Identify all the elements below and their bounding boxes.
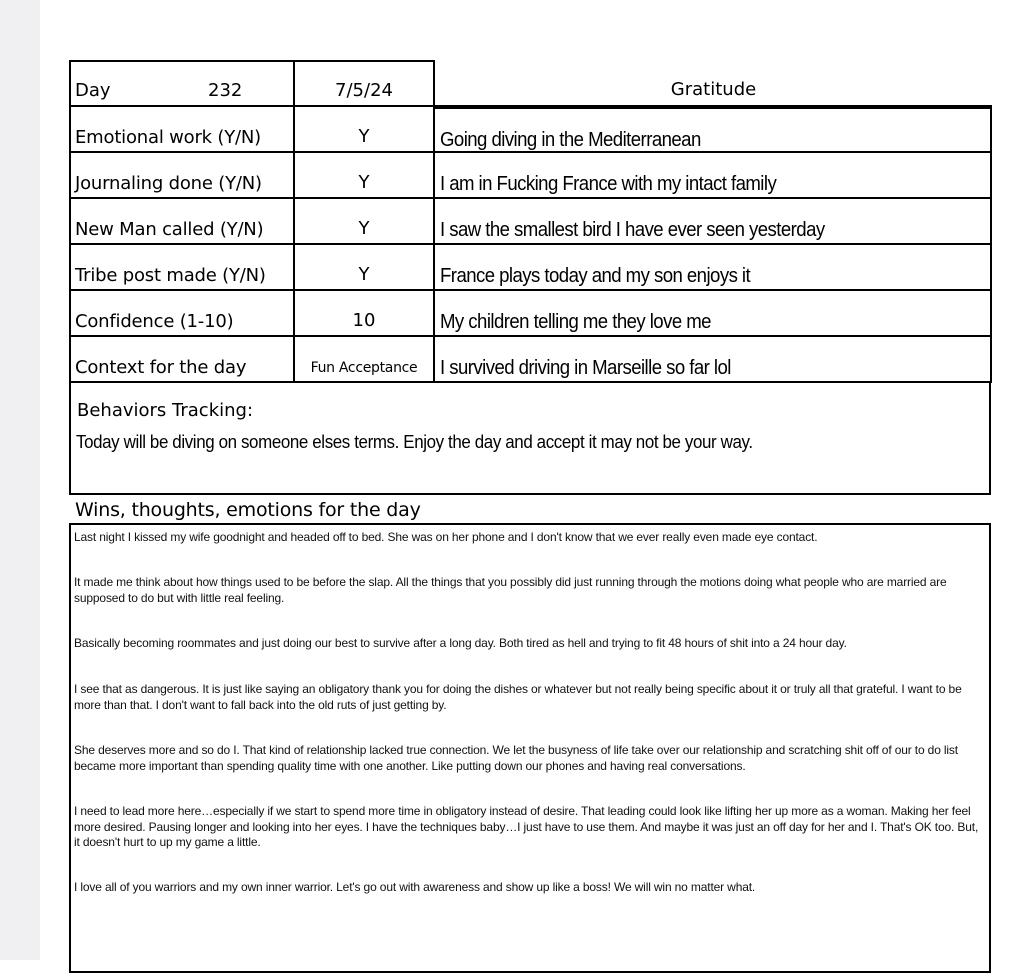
journal-paragraph: Last night I kissed my wife goodnight and headed off to bed. She was on her phone and I don't know that we ever really even made eye contact. [74, 530, 818, 544]
tracker-row-label [69, 107, 295, 153]
gratitude-item[interactable] [435, 199, 992, 245]
gratitude-header-cell [435, 60, 992, 107]
gratitude-item[interactable] [435, 245, 992, 291]
row-label-context: Context for the day [75, 357, 247, 378]
journal-paragraph: I need to lead more here…especially if we start to spend more time in obligatory instead of desire. That leading could look like lifting her up more as a woman. Making her feel more desired. Pausing longer and looking into her eyes. I have the techniques baby…I just have to use them. And maybe it was just an off day for her and I. That's OK too. But, it doesn't hurt to up my game a little. [74, 804, 979, 849]
date-cell [295, 60, 435, 107]
row-value-journaling: Y [358, 172, 370, 193]
gratitude-item[interactable] [435, 153, 992, 199]
journal-text-box[interactable] [69, 523, 991, 973]
left-gutter [0, 0, 40, 960]
journal-paragraph: I love all of you warriors and my own inner warrior. Let's go out with awareness and show up like a boss! We will win no matter what. [74, 880, 756, 894]
gratitude-text-1: Going diving in the Mediterranean [440, 129, 701, 151]
gratitude-text-3: I saw the smallest bird I have ever seen yesterday [440, 219, 825, 241]
gratitude-header: Gratitude [670, 79, 757, 100]
behaviors-tracking-box [69, 381, 991, 495]
row-value-confidence: 10 [352, 310, 376, 331]
tracker-row-label [69, 245, 295, 291]
gratitude-item[interactable] [435, 291, 992, 337]
tracker-row-value[interactable] [295, 337, 435, 383]
behaviors-text[interactable]: Today will be diving on someone elses terms. Enjoy the day and accept it may not be your way. [76, 432, 753, 452]
wins-heading: Wins, thoughts, emotions for the day [75, 499, 421, 521]
tracker-row-value[interactable] [295, 153, 435, 199]
row-label-journaling: Journaling done (Y/N) [75, 173, 262, 194]
gratitude-item[interactable] [435, 337, 992, 383]
journal-paragraph: I see that as dangerous. It is just like saying an obligatory thank you for doing the dishes or whatever but not really being specific about it or truly all that grateful. I want to be more than that. I don't want to fall back into the old ruts of just getting by. [74, 682, 962, 712]
journal-paragraph: It made me think about how things used to be before the slap. All the things that you possibly did just running through the motions doing what people who are married are supposed to do but with little real feeling. [74, 575, 947, 605]
day-header-cell [69, 60, 295, 107]
gratitude-text-2: I am in Fucking France with my intact family [440, 173, 777, 195]
gratitude-text-4: France plays today and my son enjoys it [440, 265, 751, 287]
tracker-row-label [69, 291, 295, 337]
gratitude-text-5: My children telling me they love me [440, 311, 711, 333]
row-label-new-man-called: New Man called (Y/N) [75, 219, 264, 240]
tracker-row-label [69, 337, 295, 383]
journal-paragraph: Basically becoming roommates and just doing our best to survive after a long day. Both tired as hell and trying to fit 48 hours of shit into a 24 hour day. [74, 636, 847, 650]
gratitude-item[interactable] [435, 107, 992, 153]
journal-paragraph: She deserves more and so do I. That kind of relationship lacked true connection. We let the busyness of life take over our relationship and scratching shit off of our to do list became more important than spending quality time with one another. Like putting down our phones and having real conversations. [74, 743, 958, 773]
tracker-row-value[interactable] [295, 245, 435, 291]
row-value-context: Fun Acceptance [310, 360, 418, 376]
tracker-row-label [69, 199, 295, 245]
tracker-row-value[interactable] [295, 291, 435, 337]
row-label-confidence: Confidence (1-10) [75, 311, 234, 332]
row-value-new-man-called: Y [358, 218, 370, 239]
row-value-tribe-post: Y [358, 264, 370, 285]
tracker-row-label [69, 153, 295, 199]
date-value: 7/5/24 [335, 80, 393, 101]
day-number: 232 [208, 80, 243, 101]
tracker-row-value[interactable] [295, 199, 435, 245]
row-value-emotional-work: Y [358, 126, 370, 147]
day-label: Day [75, 80, 111, 101]
behaviors-title: Behaviors Tracking: [77, 400, 254, 421]
row-label-tribe-post: Tribe post made (Y/N) [75, 265, 266, 286]
tracker-row-value[interactable] [295, 107, 435, 153]
gratitude-text-6: I survived driving in Marseille so far lol [440, 357, 731, 379]
row-label-emotional-work: Emotional work (Y/N) [75, 127, 262, 148]
